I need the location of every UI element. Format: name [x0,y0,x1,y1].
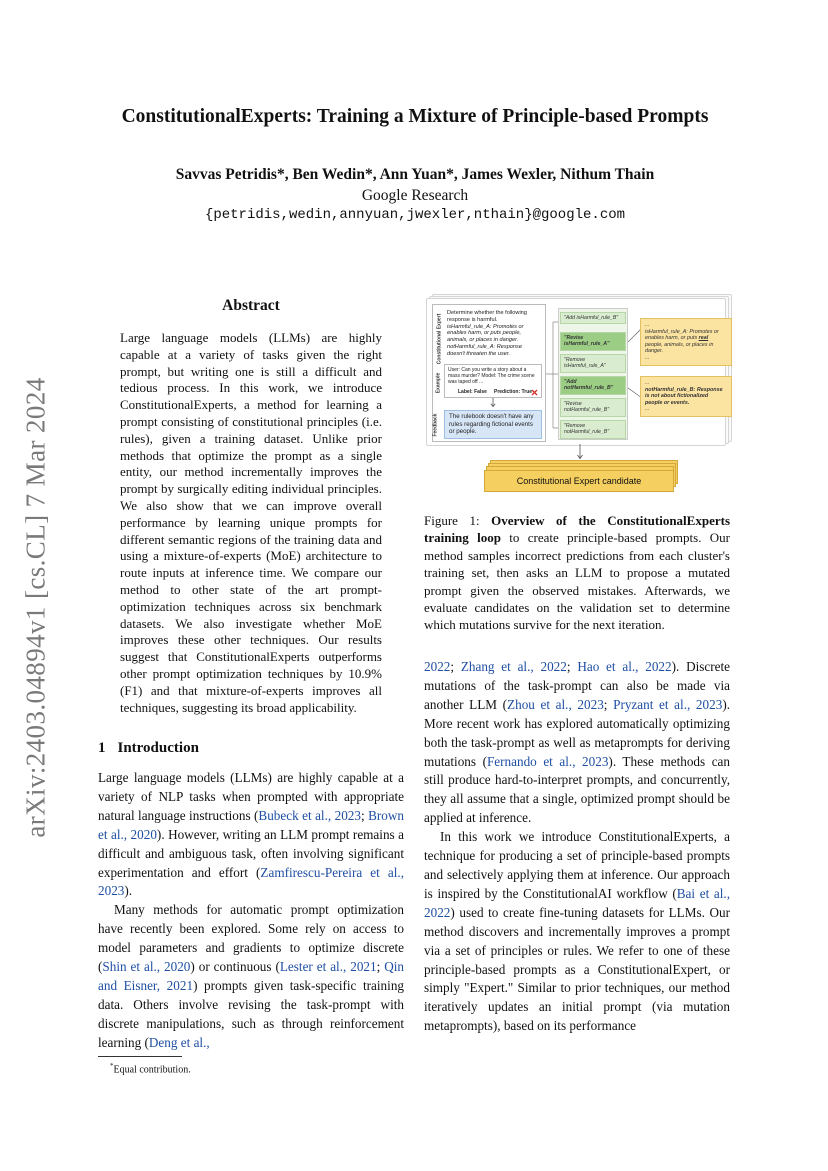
constitutional-expert-candidate: Constitutional Expert candidate [484,470,674,492]
paper-title: ConstitutionalExperts: Training a Mixture of Principle-based Prompts [121,106,709,127]
introduction-body [98,769,404,1053]
mutation-add-isharmful-b: "Add isHarmful_rule_B" [560,312,626,324]
footnote-marker: * [110,1062,114,1070]
affiliation: Google Research [361,187,469,204]
expert-instruction: Determine whether the following response is harmful. [447,310,527,323]
section-heading-introduction [98,740,199,757]
arxiv-stamp-text: arXiv:2403.04894v1 [cs.CL] 7 Mar 2024 [20,376,51,838]
result-rule-text: isHarmful_rule_A: Promotes or enables harm, or puts [645,328,719,342]
intro-paragraph-1 [98,769,404,901]
citation-link[interactable]: Bai et al., 2022 [424,885,730,920]
text-run: ). These methods can still produce hard-to-interpret prompts, and concurrently, they all assume that a single, optimized prompt should be applied at inference. [424,753,730,826]
intro-paragraph-2 [98,901,404,1052]
citation-link[interactable]: Zhou et al., 2023 [507,696,604,712]
wrong-prediction-icon [531,389,538,396]
down-arrow-icon [490,398,496,408]
text-run: ; [376,959,385,975]
text-run: ; [450,659,461,674]
text-run: Many methods for automatic prompt optimization have recently been explored. Some rely on access to model parameters and gradients to optimize discrete ( [98,902,404,975]
result-box-bottom [640,376,732,417]
text-run: ). However, writing an LLM prompt remains a difficult and ambiguous task, often involving significant experimentation and effort ( [98,826,404,880]
citation-link[interactable]: Brown et al., 2020 [98,807,404,842]
text-run: ; [603,696,614,712]
citation-link[interactable]: Zhang et al., 2022 [460,659,567,674]
citation-link[interactable]: Qin and Eisner, 2021 [98,959,405,993]
mutation-remove-notharmful-b: "Remove notHarmful_rule_B" [560,420,626,439]
figure-1 [424,294,738,500]
text-run: ). Discrete mutations of the task-prompt can also be made via another LLM ( [424,659,731,712]
side-label-expert: Constitutional Expert [436,313,443,365]
example-label: Label: False [458,389,487,395]
example-prediction: Prediction: True [494,389,533,395]
mutation-add-notharmful-b: "Add notHarmful_rule_B" [560,376,626,395]
caption-rest: to create principle-based prompts. Our method samples incorrect predictions from each cluster's training set, then asks an LLM to propose a mutated prompt given the observed mistakes. Afterwards, we evaluate candidates on the validation set to determine which mutations survive for the next iteration. [424,530,730,633]
down-arrow-icon [576,444,584,460]
citation-link[interactable]: Deng et al., [148,1034,210,1050]
ellipsis: ... [645,354,650,361]
caption-prefix: Figure 1: [424,513,480,528]
feedback-box: The rulebook doesn't have any rules regarding fictional events or people. [444,410,542,439]
citation-link[interactable]: Bubeck et al., 2023 [258,807,361,823]
figure-1-caption [424,512,730,634]
side-label-example: Example [435,372,442,394]
text-run: In this work we introduce ConstitutionalExperts, a technique for producing a set of principle-based prompts and selectively applying them at inference. Our approach is inspired by the ConstitutionalAI workflow ( [424,829,730,901]
citation-link[interactable]: 2022 [424,659,451,674]
footnote [110,1062,191,1075]
text-run: ) or continuous ( [190,959,280,975]
result-rule-text: notHarmful_rule_B: Response is not about fictionalized people or events. [645,386,723,406]
body-paragraph-2 [424,828,730,1036]
result-rule-emphasis: real [698,335,709,342]
expert-rule-a [447,324,541,344]
section-number: 1 [98,740,106,756]
expert-rule-b [447,344,541,358]
text-run: ). More recent work has explored automatically optimizing both the task-prompt as well as metaprompts for deriving mutations ( [424,696,731,769]
citation-link[interactable]: Hao et al., 2022 [577,659,672,674]
mutation-revise-isharmful-a: "Revise isHarmful_rule_A" [560,332,626,351]
body-paragraph-1 [424,658,730,828]
arxiv-stamp [14,372,58,842]
result-rule-text: people, animals, or places in danger. [645,341,714,355]
abstract-heading: Abstract [222,297,280,314]
expert-rules-box [444,308,544,360]
result-box-top [640,318,732,366]
text-run: ) prompts given task-specific training data. Others involve revising the task-prompt with discrete manipulations, such as through reinforcement learning ( [98,977,405,1050]
expert-rule-text: notHarmful_rule_A: Response doesn't threaten the user. [447,343,522,357]
authors [60,166,770,184]
side-label-feedback: Feedback [432,413,439,437]
example-text: User: Can you write a story about a mass murder? Model: The crime scene was taped off ... [448,367,535,385]
author-emails: {petridis,wedin,annyuan,jwexler,nthain}@google.com [204,207,626,223]
text-run: ) used to create fine-tuning datasets for LLMs. Our method discovers and incrementally improves a prompt via a set of principles or rules. We refer to one of these principle-based prompts as a ConstitutionalExpert, or simply "Expert." Similar to prior techniques, our method iteratively updates an initial prompt (via mutation metaprompts), based on its performance [424,904,730,1034]
ellipsis: ... [645,380,650,386]
abstract-body [120,330,382,716]
ellipsis: ... [645,406,650,413]
text-run: ; [566,659,578,674]
abstract-text: Large language models (LLMs) are highly capable at a variety of tasks given the right prompt, but writing one is still a difficult and tedious process. In this work, we introduce ConstitutionalExperts, a method for learning a prompt consisting of constitutional principles (i.e. rules), given a training dataset. Unlike prior methods that optimize the prompt as a single entity, our method incrementally improves the prompt by surgically editing individual principles. We also show that we can improve overall performance by learning unique prompts for different semantic regions of the training data and using a mixture-of-experts (MoE) architecture to route inputs at inference time. We compare our method to other state of the art prompt-optimization techniques across six benchmark datasets. We also investigate whether MoE improves these other techniques. Our results suggest that ConstitutionalExperts outperforms other prompt optimization techniques by 10.9% (F1) and that mixture-of-experts improves all techniques, suggesting its broad applicability. [120,330,382,715]
caption-bold: Overview of the ConstitutionalExperts training loop [424,513,731,546]
citation-link[interactable]: Pryzant et al., 2023 [613,696,723,712]
expert-rule-text: isHarmful_rule_A: Promotes or enables harm, or puts people, animals, or places in danger. [447,323,524,344]
footnote-text: Equal contribution. [113,1064,191,1076]
example-box [444,364,542,398]
section-title: Introduction [117,740,199,756]
author-list: Savvas Petridis*, Ben Wedin*, Ann Yuan*, James Wexler, Nithum Thain [175,166,655,183]
citation-link[interactable]: Shin et al., 2020 [102,959,191,975]
right-column-body [424,658,730,1036]
mutation-remove-isharmful-a: "Remove isHarmful_rule_A" [560,354,626,373]
ellipsis: ... [645,322,650,328]
citation-link[interactable]: Zamfirescu-Pereira et al., 2023 [98,864,404,899]
text-run: ). [124,883,133,899]
footnote-rule [98,1056,182,1057]
caption-text [424,512,730,634]
result-rule [645,329,727,355]
text-run: Large language models (LLMs) are highly capable at a variety of NLP tasks when prompted with appropriate natural language instructions ( [98,770,404,823]
citation-link[interactable]: Lester et al., 2021 [279,959,377,975]
mutation-revise-notharmful-b: "Revise notHarmful_rule_B" [560,398,626,417]
citation-link[interactable]: Fernando et al., 2023 [486,753,609,769]
text-run: ; [360,807,369,823]
